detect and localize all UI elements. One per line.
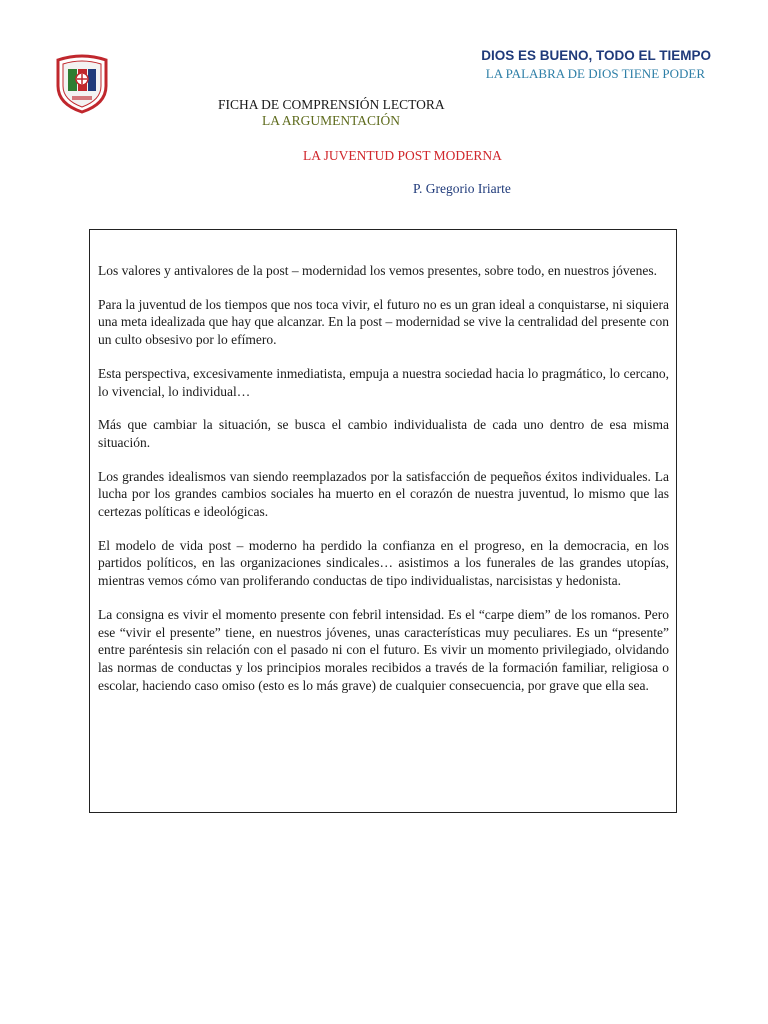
paragraph: Más que cambiar la situación, se busca el cambio individualista de cada uno dentro de esa misma situación.: [98, 417, 669, 450]
ficha-title: FICHA DE COMPRENSIÓN LECTORA: [218, 97, 445, 112]
paragraph: Esta perspectiva, excesivamente inmediatista, empuja a nuestra sociedad hacia lo pragmático, lo cercano, lo vivencial, lo individual…: [98, 365, 669, 399]
reading-paragraphs: [98, 262, 669, 710]
topic-subtitle: LA ARGUMENTACIÓN: [262, 113, 401, 128]
motto-primary: DIOS ES BUENO, TODO EL TIEMPO: [481, 48, 711, 63]
paragraph: Los grandes idealismos van siendo reemplazados por la satisfacción de pequeños éxitos individuales. La lucha por los grandes cambios sociales ha muerto en el corazón de nuestra juventud, lo mismo que las certezas políticas e ideológicas.: [98, 468, 669, 520]
author-name: P. Gregorio Iriarte: [413, 181, 511, 196]
school-crest-icon: [54, 52, 110, 114]
reading-title: LA JUVENTUD POST MODERNA: [303, 148, 502, 163]
paragraph: Para la juventud de los tiempos que nos toca vivir, el futuro no es un gran ideal a conquistarse, ni siquiera una meta idealizada que hay que alcanzar. En la post – modernidad se vive la centralidad del presente con un culto obsesivo por lo efímero.: [98, 296, 669, 348]
motto-secondary: LA PALABRA DE DIOS TIENE PODER: [485, 66, 705, 81]
reading-text-box: [89, 229, 677, 813]
paragraph: Los valores y antivalores de la post – modernidad los vemos presentes, sobre todo, en nuestros jóvenes.: [98, 263, 658, 278]
paragraph: La consigna es vivir el momento presente con febril intensidad. Es el “carpe diem” de los romanos. Pero ese “vivir el presente” tiene, en nuestros jóvenes, unas características muy peculiares. Es un “presente” entre paréntesis sin relación con el pasado ni con el futuro. Es vivir un momento privilegiado, olvidando las normas de conductas y los principios morales recibidos a través de la formación familiar, religiosa o escolar, haciendo caso omiso (esto es lo más grave) de cualquier consecuencia, por grave que ella sea.: [98, 606, 669, 693]
paragraph: El modelo de vida post – moderno ha perdido la confianza en el progreso, en la democracia, en los partidos políticos, en las organizaciones sindicales… asistimos a los funerales de las grandes utopías, mientras vemos cómo van proliferando conductas de tipo individualistas, narcisistas y hedonista.: [98, 537, 669, 589]
